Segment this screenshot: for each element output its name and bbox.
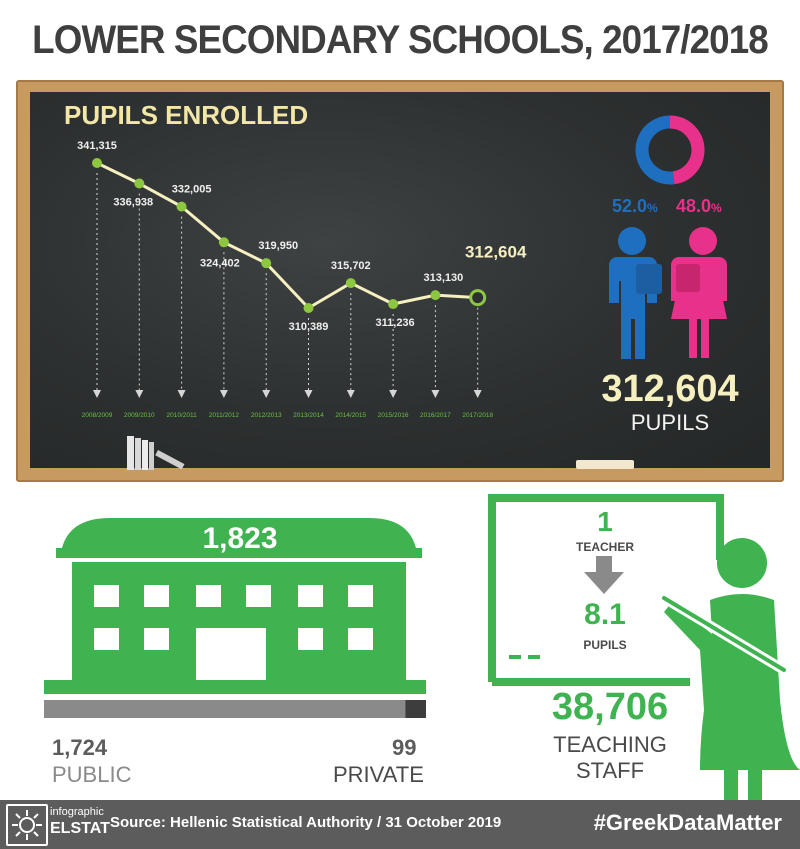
total-pupils: 312,604 [601,368,739,410]
x-tick-label: 2016/2017 [420,412,451,419]
boys-percent-value: 52.0 [612,196,648,216]
ratio-pupils: 8.1 [584,598,626,631]
x-tick-label: 2013/2014 [293,412,324,419]
public-schools-label: PUBLIC [52,762,132,787]
ratio-teacher-label: TEACHER [575,540,634,554]
down-arrow-icon [584,556,624,594]
x-tick-label: 2015/2016 [377,412,409,419]
hashtag: #GreekDataMatter [593,810,782,835]
x-tick-label: 2012/2013 [250,412,282,419]
data-label: 313,130 [423,272,464,285]
logo-text-infographic: infographic [50,806,104,818]
data-label: 310,389 [288,321,329,333]
data-label: 336,938 [113,196,154,209]
x-tick-label: 2009/2010 [123,412,155,419]
private-schools-value: 99 [392,735,417,760]
teaching-staff-label-2: STAFF [575,758,645,783]
data-label: 341,315 [77,140,117,152]
x-tick-label: 2008/2009 [81,412,113,419]
data-label: 315,702 [330,260,371,273]
x-tick-label: 2014/2015 [335,412,367,419]
data-label: 319,950 [258,240,299,253]
schools-total: 1,823 [202,522,278,555]
elstat-logo-icon [6,804,48,846]
ratio-teacher: 1 [597,506,613,537]
chart-title: PUPILS ENROLLED [64,100,309,130]
data-label: 324,402 [200,257,240,270]
private-schools-label: PRIVATE [333,762,424,787]
data-label: 332,005 [171,183,212,196]
x-tick-label: 2010/2011 [166,412,197,419]
public-schools-value: 1,724 [52,735,108,760]
girls-percent-symbol: % [711,201,722,215]
ratio-pupils-label: PUPILS [583,638,627,652]
x-tick-label: 2017/2018 [462,412,494,419]
teaching-staff-total: 38,706 [551,686,669,728]
total-pupils-label: PUPILS [630,410,710,435]
data-label: 312,604 [464,242,527,262]
teaching-staff-label-1: TEACHING [553,732,667,757]
logo-text-elstat: ELSTAT [50,820,110,837]
boys-percent-symbol: % [647,201,658,215]
data-label: 311,236 [375,317,415,330]
page-title: LOWER SECONDARY SCHOOLS, 2017/2018 [32,18,768,62]
girls-percent-value: 48.0 [676,196,712,216]
source-text: Source: Hellenic Statistical Authority / 31 October 2019 [110,814,502,831]
x-tick-label: 2011/2012 [208,412,240,419]
